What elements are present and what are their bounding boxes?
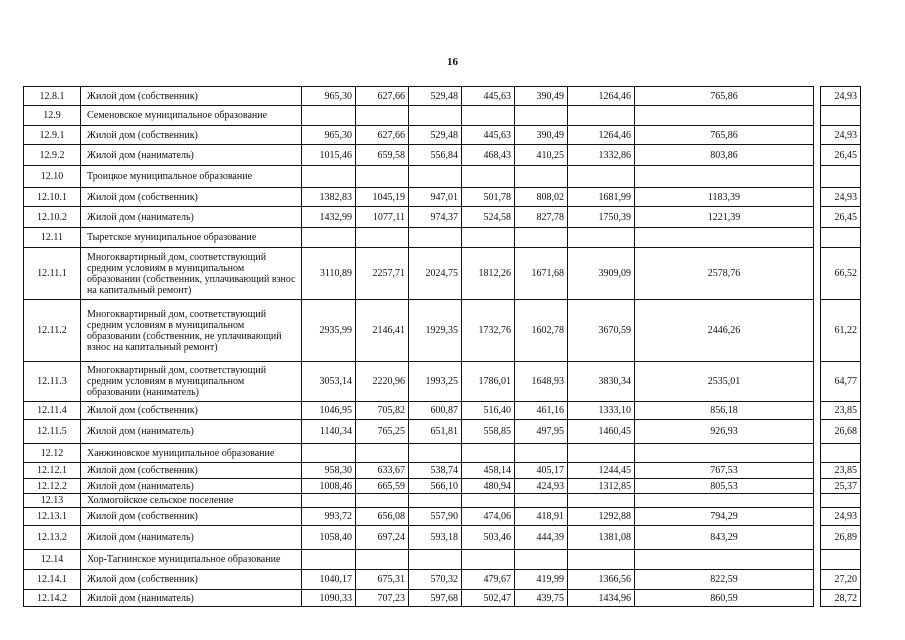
table-row <box>24 300 861 362</box>
row-code: 12.9 <box>24 106 81 126</box>
value-cell: 822,59 <box>635 570 814 590</box>
value-cell-last: 23,85 <box>821 402 861 420</box>
table-row <box>24 188 861 207</box>
value-cell: 570,32 <box>409 570 462 590</box>
value-cell: 516,40 <box>462 402 515 420</box>
page-number: 16 <box>447 56 458 68</box>
row-code: 12.12.1 <box>24 463 81 479</box>
row-name: Жилой дом (собственник) <box>81 87 302 106</box>
empty-cell <box>568 494 635 508</box>
value-cell: 1221,39 <box>635 207 814 228</box>
value-cell: 1140,34 <box>302 420 356 444</box>
value-cell: 1333,10 <box>568 402 635 420</box>
value-cell: 926,93 <box>635 420 814 444</box>
value-cell: 2220,96 <box>356 362 409 402</box>
row-name: Многоквартирный дом, соответствующий средним условиям в муниципальном образовании (собственник, уплачивающий взнос на капитальный ремонт) <box>81 248 302 300</box>
empty-cell <box>568 444 635 463</box>
value-cell-last: 61,22 <box>821 300 861 362</box>
value-cell: 947,01 <box>409 188 462 207</box>
empty-cell <box>462 106 515 126</box>
value-cell-last: 24,93 <box>821 87 861 106</box>
gap-cell <box>814 444 821 463</box>
empty-cell <box>356 550 409 570</box>
section-row <box>24 494 861 508</box>
gap-cell <box>814 494 821 508</box>
row-code: 12.14.2 <box>24 590 81 607</box>
row-code: 12.11.3 <box>24 362 81 402</box>
value-cell: 1812,26 <box>462 248 515 300</box>
value-cell: 529,48 <box>409 87 462 106</box>
value-cell: 1183,39 <box>635 188 814 207</box>
empty-cell <box>462 228 515 248</box>
value-cell: 860,59 <box>635 590 814 607</box>
row-code: 12.12.2 <box>24 479 81 494</box>
value-cell: 856,18 <box>635 402 814 420</box>
value-cell: 1786,01 <box>462 362 515 402</box>
row-code: 12.13 <box>24 494 81 508</box>
value-cell: 1432,99 <box>302 207 356 228</box>
value-cell: 1045,19 <box>356 188 409 207</box>
empty-cell <box>356 106 409 126</box>
value-cell: 627,66 <box>356 87 409 106</box>
value-cell: 2578,76 <box>635 248 814 300</box>
value-cell: 765,86 <box>635 87 814 106</box>
table-row <box>24 570 861 590</box>
value-cell: 974,37 <box>409 207 462 228</box>
row-name: Многоквартирный дом, соответствующий средним условиям в муниципальном образовании (наниматель) <box>81 362 302 402</box>
row-name: Жилой дом (собственник) <box>81 508 302 526</box>
gap-cell <box>814 248 821 300</box>
empty-cell <box>302 494 356 508</box>
value-cell: 2935,99 <box>302 300 356 362</box>
value-cell: 958,30 <box>302 463 356 479</box>
gap-cell <box>814 362 821 402</box>
value-cell: 566,10 <box>409 479 462 494</box>
value-cell: 805,53 <box>635 479 814 494</box>
value-cell-last: 26,45 <box>821 145 861 166</box>
gap-cell <box>814 188 821 207</box>
value-cell-last: 26,89 <box>821 526 861 550</box>
table-row <box>24 87 861 106</box>
gap-cell <box>814 550 821 570</box>
value-cell: 390,49 <box>515 126 568 145</box>
value-cell: 794,29 <box>635 508 814 526</box>
value-cell: 633,67 <box>356 463 409 479</box>
empty-cell <box>568 166 635 188</box>
value-cell: 419,99 <box>515 570 568 590</box>
gap-cell <box>814 207 821 228</box>
value-cell: 1244,45 <box>568 463 635 479</box>
section-row <box>24 550 861 570</box>
value-cell: 1015,46 <box>302 145 356 166</box>
row-code: 12.10 <box>24 166 81 188</box>
row-code: 12.11.2 <box>24 300 81 362</box>
value-cell: 1602,78 <box>515 300 568 362</box>
tariff-table <box>23 86 861 607</box>
value-cell: 1750,39 <box>568 207 635 228</box>
row-code: 12.10.2 <box>24 207 81 228</box>
value-cell: 1732,76 <box>462 300 515 362</box>
section-row <box>24 166 861 188</box>
value-cell: 1008,46 <box>302 479 356 494</box>
empty-cell <box>302 550 356 570</box>
row-code: 12.13.1 <box>24 508 81 526</box>
value-cell: 1366,56 <box>568 570 635 590</box>
value-cell: 593,18 <box>409 526 462 550</box>
gap-cell <box>814 402 821 420</box>
value-cell: 418,91 <box>515 508 568 526</box>
empty-cell <box>409 494 462 508</box>
table-row <box>24 362 861 402</box>
gap-cell <box>814 166 821 188</box>
empty-cell <box>568 106 635 126</box>
value-cell: 501,78 <box>462 188 515 207</box>
value-cell: 1264,46 <box>568 87 635 106</box>
value-cell: 480,94 <box>462 479 515 494</box>
value-cell: 765,25 <box>356 420 409 444</box>
gap-cell <box>814 300 821 362</box>
value-cell-last: 24,93 <box>821 508 861 526</box>
row-code: 12.11.4 <box>24 402 81 420</box>
empty-cell <box>821 166 861 188</box>
value-cell: 503,46 <box>462 526 515 550</box>
empty-cell <box>409 550 462 570</box>
value-cell: 1381,08 <box>568 526 635 550</box>
value-cell: 3053,14 <box>302 362 356 402</box>
value-cell: 675,31 <box>356 570 409 590</box>
value-cell: 1681,99 <box>568 188 635 207</box>
value-cell: 767,53 <box>635 463 814 479</box>
value-cell: 1077,11 <box>356 207 409 228</box>
gap-cell <box>814 570 821 590</box>
section-title: Тыретское муниципальное образование <box>81 228 302 248</box>
empty-cell <box>515 444 568 463</box>
value-cell: 556,84 <box>409 145 462 166</box>
value-cell-last: 28,72 <box>821 590 861 607</box>
empty-cell <box>409 166 462 188</box>
value-cell-last: 24,93 <box>821 188 861 207</box>
value-cell: 1332,86 <box>568 145 635 166</box>
empty-cell <box>515 228 568 248</box>
table-row <box>24 508 861 526</box>
value-cell-last: 64,77 <box>821 362 861 402</box>
table-row <box>24 248 861 300</box>
empty-cell <box>302 228 356 248</box>
value-cell: 803,86 <box>635 145 814 166</box>
empty-cell <box>821 228 861 248</box>
value-cell: 479,67 <box>462 570 515 590</box>
value-cell: 1058,40 <box>302 526 356 550</box>
table-row <box>24 463 861 479</box>
value-cell: 2535,01 <box>635 362 814 402</box>
section-title: Хор-Тагнинское муниципальное образование <box>81 550 302 570</box>
empty-cell <box>635 494 814 508</box>
empty-cell <box>515 106 568 126</box>
value-cell: 444,39 <box>515 526 568 550</box>
row-name: Жилой дом (собственник) <box>81 463 302 479</box>
empty-cell <box>635 166 814 188</box>
value-cell: 659,58 <box>356 145 409 166</box>
value-cell: 497,95 <box>515 420 568 444</box>
value-cell: 1671,68 <box>515 248 568 300</box>
value-cell: 1312,85 <box>568 479 635 494</box>
value-cell: 2446,26 <box>635 300 814 362</box>
empty-cell <box>302 444 356 463</box>
value-cell-last: 26,68 <box>821 420 861 444</box>
value-cell: 461,16 <box>515 402 568 420</box>
value-cell: 665,59 <box>356 479 409 494</box>
section-title: Семеновское муниципальное образование <box>81 106 302 126</box>
value-cell: 651,81 <box>409 420 462 444</box>
value-cell: 410,25 <box>515 145 568 166</box>
value-cell: 1046,95 <box>302 402 356 420</box>
value-cell: 1090,33 <box>302 590 356 607</box>
value-cell: 424,93 <box>515 479 568 494</box>
value-cell: 2146,41 <box>356 300 409 362</box>
row-name: Жилой дом (наниматель) <box>81 590 302 607</box>
gap-cell <box>814 526 821 550</box>
empty-cell <box>356 444 409 463</box>
empty-cell <box>462 444 515 463</box>
value-cell: 993,72 <box>302 508 356 526</box>
value-cell: 827,78 <box>515 207 568 228</box>
row-code: 12.11.5 <box>24 420 81 444</box>
gap-cell <box>814 508 821 526</box>
value-cell: 2024,75 <box>409 248 462 300</box>
value-cell: 1264,46 <box>568 126 635 145</box>
row-code: 12.8.1 <box>24 87 81 106</box>
gap-cell <box>814 590 821 607</box>
gap-cell <box>814 145 821 166</box>
value-cell: 3830,34 <box>568 362 635 402</box>
gap-cell <box>814 463 821 479</box>
row-code: 12.14 <box>24 550 81 570</box>
value-cell: 1040,17 <box>302 570 356 590</box>
empty-cell <box>462 166 515 188</box>
row-code: 12.9.1 <box>24 126 81 145</box>
value-cell: 458,14 <box>462 463 515 479</box>
row-code: 12.11.1 <box>24 248 81 300</box>
value-cell: 1292,88 <box>568 508 635 526</box>
empty-cell <box>821 494 861 508</box>
empty-cell <box>462 494 515 508</box>
empty-cell <box>821 550 861 570</box>
value-cell: 765,86 <box>635 126 814 145</box>
table-row <box>24 526 861 550</box>
row-name: Жилой дом (собственник) <box>81 126 302 145</box>
value-cell: 524,58 <box>462 207 515 228</box>
value-cell: 1993,25 <box>409 362 462 402</box>
value-cell-last: 24,93 <box>821 126 861 145</box>
table-row <box>24 126 861 145</box>
row-code: 12.11 <box>24 228 81 248</box>
empty-cell <box>409 228 462 248</box>
value-cell: 1382,83 <box>302 188 356 207</box>
empty-cell <box>409 444 462 463</box>
value-cell: 405,17 <box>515 463 568 479</box>
value-cell: 705,82 <box>356 402 409 420</box>
row-name: Жилой дом (наниматель) <box>81 420 302 444</box>
value-cell-last: 23,85 <box>821 463 861 479</box>
empty-cell <box>462 550 515 570</box>
row-name: Жилой дом (наниматель) <box>81 479 302 494</box>
row-code: 12.13.2 <box>24 526 81 550</box>
row-code: 12.12 <box>24 444 81 463</box>
empty-cell <box>568 550 635 570</box>
value-cell: 529,48 <box>409 126 462 145</box>
table-row <box>24 402 861 420</box>
value-cell: 2257,71 <box>356 248 409 300</box>
value-cell-last: 66,52 <box>821 248 861 300</box>
value-cell-last: 26,45 <box>821 207 861 228</box>
value-cell: 600,87 <box>409 402 462 420</box>
value-cell: 3670,59 <box>568 300 635 362</box>
empty-cell <box>302 166 356 188</box>
value-cell: 390,49 <box>515 87 568 106</box>
value-cell: 697,24 <box>356 526 409 550</box>
value-cell: 439,75 <box>515 590 568 607</box>
value-cell: 597,68 <box>409 590 462 607</box>
row-code: 12.10.1 <box>24 188 81 207</box>
row-name: Жилой дом (собственник) <box>81 188 302 207</box>
value-cell: 843,29 <box>635 526 814 550</box>
value-cell: 502,47 <box>462 590 515 607</box>
table-row <box>24 590 861 607</box>
empty-cell <box>635 550 814 570</box>
value-cell: 1434,96 <box>568 590 635 607</box>
empty-cell <box>635 444 814 463</box>
empty-cell <box>821 106 861 126</box>
value-cell: 3909,09 <box>568 248 635 300</box>
value-cell: 707,23 <box>356 590 409 607</box>
value-cell: 445,63 <box>462 126 515 145</box>
empty-cell <box>635 228 814 248</box>
gap-cell <box>814 228 821 248</box>
value-cell: 474,06 <box>462 508 515 526</box>
section-title: Холмогойское сельское поселение <box>81 494 302 508</box>
value-cell: 1648,93 <box>515 362 568 402</box>
value-cell: 558,85 <box>462 420 515 444</box>
value-cell: 808,02 <box>515 188 568 207</box>
gap-cell <box>814 420 821 444</box>
gap-cell <box>814 126 821 145</box>
value-cell: 468,43 <box>462 145 515 166</box>
gap-cell <box>814 106 821 126</box>
value-cell: 965,30 <box>302 126 356 145</box>
row-name: Жилой дом (собственник) <box>81 570 302 590</box>
row-name: Жилой дом (собственник) <box>81 402 302 420</box>
value-cell: 538,74 <box>409 463 462 479</box>
table-row <box>24 145 861 166</box>
empty-cell <box>568 228 635 248</box>
empty-cell <box>356 228 409 248</box>
table-row <box>24 479 861 494</box>
empty-cell <box>515 166 568 188</box>
value-cell-last: 25,37 <box>821 479 861 494</box>
value-cell: 557,90 <box>409 508 462 526</box>
section-title: Троицкое муниципальное образование <box>81 166 302 188</box>
value-cell: 1460,45 <box>568 420 635 444</box>
section-row <box>24 228 861 248</box>
empty-cell <box>409 106 462 126</box>
section-row <box>24 106 861 126</box>
empty-cell <box>635 106 814 126</box>
gap-cell <box>814 479 821 494</box>
empty-cell <box>356 494 409 508</box>
empty-cell <box>356 166 409 188</box>
row-name: Многоквартирный дом, соответствующий средним условиям в муниципальном образовании (собственник, не уплачивающий взнос на капитальный ремонт) <box>81 300 302 362</box>
row-name: Жилой дом (наниматель) <box>81 207 302 228</box>
empty-cell <box>302 106 356 126</box>
gap-cell <box>814 87 821 106</box>
table-row <box>24 420 861 444</box>
value-cell: 627,66 <box>356 126 409 145</box>
empty-cell <box>821 444 861 463</box>
row-code: 12.14.1 <box>24 570 81 590</box>
row-name: Жилой дом (наниматель) <box>81 526 302 550</box>
section-row <box>24 444 861 463</box>
empty-cell <box>515 550 568 570</box>
table-row <box>24 207 861 228</box>
row-code: 12.9.2 <box>24 145 81 166</box>
empty-cell <box>515 494 568 508</box>
value-cell: 1929,35 <box>409 300 462 362</box>
value-cell-last: 27,20 <box>821 570 861 590</box>
section-title: Ханжиновское муниципальное образование <box>81 444 302 463</box>
value-cell: 656,08 <box>356 508 409 526</box>
value-cell: 965,30 <box>302 87 356 106</box>
row-name: Жилой дом (наниматель) <box>81 145 302 166</box>
value-cell: 3110,89 <box>302 248 356 300</box>
value-cell: 445,63 <box>462 87 515 106</box>
